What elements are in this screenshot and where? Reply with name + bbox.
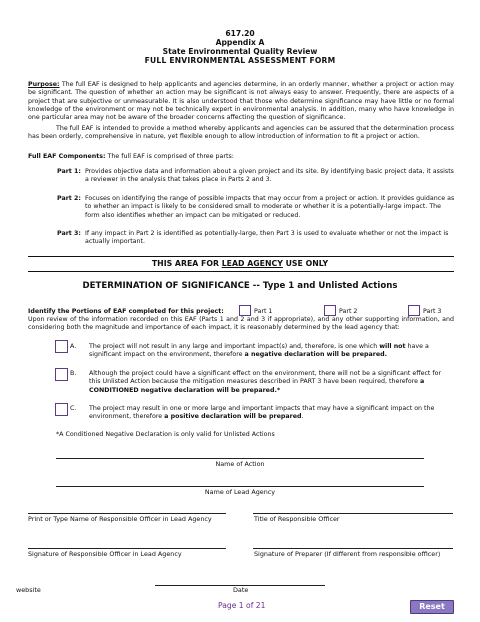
preparer-signature-line[interactable] [253,548,453,549]
name-of-action-line[interactable] [56,458,424,459]
part1-label: Part 1: [57,168,81,175]
option-c-letter: C. [70,405,77,412]
officer-signature-line[interactable] [28,548,226,549]
review-title: State Environmental Quality Review [162,47,318,56]
page-number: Page 1 of 21 [218,601,266,610]
part2-text: Focuses on identifying the range of possible impacts that may occur from a project or action. It provides guidance as to whether an impact is likely to be considered small to moderate or whether it is a potentially-large impact. The form also identifies whether an impact can be mitigated or reduced. [85,195,455,219]
part2-option-label: Part 2 [339,308,358,315]
option-c-text: The project may result in one or more large and important impacts that may have a significant impact on the environment, therefore a positive declaration will be prepared. [89,405,435,421]
form-title: FULL ENVIRONMENTAL ASSESSMENT FORM [144,56,336,65]
form-code: 617.20 [225,29,255,38]
agency-divider-bottom [28,271,454,272]
officer-name-label: Print or Type Name of Responsible Officer in Lead Agency [28,515,212,523]
officer-title-line[interactable] [253,513,453,514]
components-label: Full EAF Components: [28,153,106,160]
identify-label: Identify the Portions of EAF completed for this project: [28,308,224,315]
components-intro: The full EAF is comprised of three parts: [107,153,234,160]
option-b-checkbox[interactable] [55,368,68,381]
option-c-checkbox[interactable] [55,403,68,416]
purpose-paragraph-2: The full EAF is intended to provide a method whereby applicants and agencies can be assured that the determination process has been orderly, comprehensive in nature, yet flexible enough to allow introduction of information to fit a project or action. [28,125,454,141]
purpose-label: Purpose: [28,81,60,88]
conditioned-footnote: *A Conditioned Negative Declaration is only valid for Unlisted Actions [56,431,275,438]
officer-name-line[interactable] [28,513,226,514]
option-b-text: Although the project could have a significant effect on the environment, there will not be a significant effect for this Unlisted Action because the mitigation measures described in PART 3 have been required, therefore a CONDITIONED negative declaration will be prepared.* [89,370,442,394]
reset-button[interactable]: Reset [410,600,454,614]
date-label: Date [233,586,249,594]
part1-option-label: Part 1 [254,308,273,315]
option-a-text: The project will not result in any large and important impact(s) and, therefore, is one which will not have a significant impact on the environment, therefore a negative declaration will be prepared. [89,343,429,359]
appendix-label: Appendix A [215,38,265,47]
option-a-letter: A. [70,343,77,350]
part1-text: Provides objective data and information about a given project and its site. By identifying basic project data, it assists a reviewer in the analysis that takes place in Parts 2 and 3. [85,168,454,184]
officer-signature-label: Signature of Responsible Officer in Lead Agency [28,550,182,558]
option-b-letter: B. [70,370,77,377]
purpose-text: The full EAF is designed to help applicants and agencies determine, in an orderly manner, whether a project or action may be significant. The question of whether an action may be significant is not always easy to answer. Frequently, there are aspects of a project that are subjective or unmeasurable. It is also understood that those who determine significance may have little or no formal knowledge of the environment or may not be technically expert in environmental analysis. In addition, many who have knowledge in one particular area may not be aware of the broader concerns affecting the question of significance. [28,81,454,122]
part3-label: Part 3: [57,230,81,237]
lead-agency-text: LEAD AGENCY [221,259,283,268]
review-text: Upon review of the information recorded on this EAF (Parts 1 and 2 and 3 if appropriate), and any other supporting information, and considering both the magnitude and importance of each impact, it is reasonably determined by the lead agency that: [28,316,454,332]
lead-agency-line[interactable] [56,486,424,487]
option-a-checkbox[interactable] [55,340,68,353]
part3-checkbox[interactable] [408,305,420,316]
name-of-action-label: Name of Action [215,460,265,468]
website-label: website [16,586,41,594]
officer-title-label: Title of Responsible Officer [254,515,340,523]
preparer-signature-label: Signature of Preparer (If different from responsible officer) [254,550,441,558]
part3-option-label: Part 3 [423,308,442,315]
part1-checkbox[interactable] [239,305,251,316]
determination-title: DETERMINATION OF SIGNIFICANCE -- Type 1 and Unlisted Actions [82,281,398,291]
agency-area-heading: THIS AREA FOR LEAD AGENCY USE ONLY [151,259,329,268]
part3-text: If any impact in Part 2 is identified as potentially-large, then Part 3 is used to evaluate whether or not the impact is actually important. [85,230,449,246]
components-heading [28,153,234,161]
part2-checkbox[interactable] [324,305,336,316]
agency-divider-top [28,256,454,257]
purpose-paragraph [28,81,454,122]
lead-agency-label: Name of Lead Agency [204,488,276,496]
part2-label: Part 2: [57,195,81,202]
